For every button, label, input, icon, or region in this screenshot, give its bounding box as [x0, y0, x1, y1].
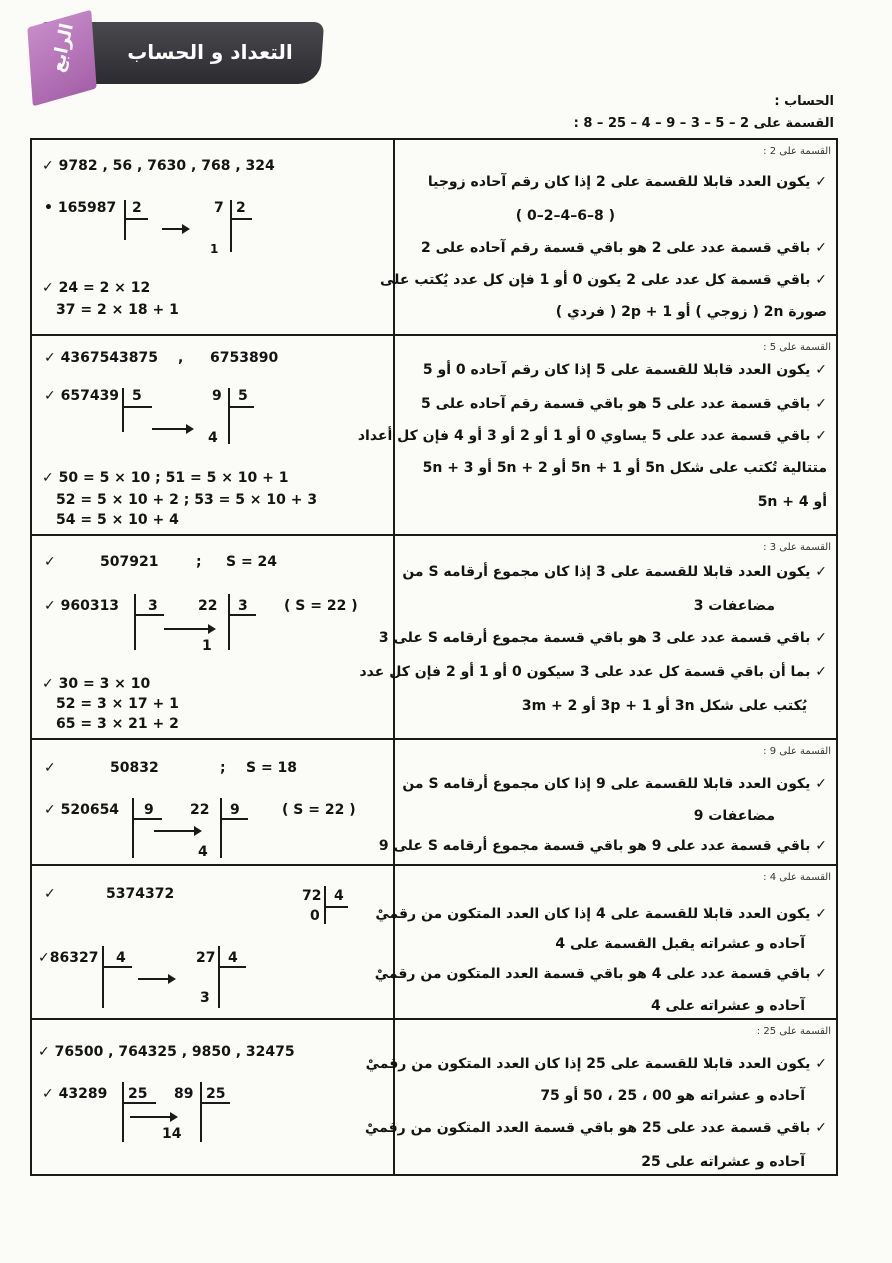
- rule-line: ✓ باقي قسمة عدد على 4 هو باقي قسمة العدد المتكون من رقميْ: [374, 966, 827, 982]
- example-number: 5374372: [106, 886, 175, 902]
- rule-line: ✓ باقي قسمة كل عدد على 2 يكون 0 أو 1 فإن كل عدد يُكتب على: [380, 272, 827, 288]
- example-equation: ✓ 50 = 5 × 10 ; 51 = 5 × 10 + 1: [42, 470, 289, 486]
- remainder: 1: [202, 638, 212, 654]
- divisor: 25: [128, 1086, 148, 1102]
- remainder: 1: [210, 242, 219, 256]
- example-numbers: ✓ 9782 , 56 , 7630 , 768 , 324: [42, 158, 275, 174]
- rule-cell-4: [374, 866, 835, 1018]
- chapter-number: الرابع: [47, 21, 78, 75]
- rule-title: القسمة على 5 :: [763, 342, 831, 353]
- arrow-icon: [164, 628, 214, 630]
- example-number: 50832: [110, 760, 159, 776]
- column-divider: [393, 138, 395, 1176]
- example-cell-9: [34, 740, 390, 864]
- remainder: 4: [208, 430, 218, 446]
- rule-title: القسمة على 2 :: [763, 146, 831, 157]
- divisor: 3: [148, 598, 158, 614]
- rule-cell-25: [364, 1020, 835, 1176]
- example-cell-2: [34, 140, 390, 334]
- rule-line: آحاده و عشراته يقبل القسمة على 4: [555, 936, 805, 952]
- arrow-icon: [130, 1116, 176, 1118]
- example-cell-3: [34, 536, 390, 738]
- rule-cell-3: [359, 536, 835, 738]
- example-equation: 52 = 3 × 17 + 1: [56, 696, 179, 712]
- rule-line: ✓ باقي قسمة عدد على 3 هو باقي قسمة مجموع أرقامه S على 3: [378, 630, 827, 646]
- divisor: 3: [238, 598, 248, 614]
- arrow-icon: [152, 428, 192, 430]
- example-numbers: ✓ 76500 , 764325 , 9850 , 32475: [38, 1044, 295, 1060]
- arrow-icon: [162, 228, 188, 230]
- dividend: 89: [174, 1086, 194, 1102]
- rule-line: ✓ بما أن باقي قسمة كل عدد على 3 سيكون 0 أو 1 أو 2 فإن كل عدد: [359, 664, 827, 680]
- rule-line: ✓ باقي قسمة عدد على 25 هو باقي قسمة العدد المتكون من رقميْ: [364, 1120, 827, 1136]
- example-cell-4: [34, 866, 390, 1018]
- rule-cell-9: [378, 740, 835, 864]
- separator: ;: [220, 760, 226, 776]
- dividend: • 165987: [44, 200, 117, 216]
- example-cell-25: [34, 1020, 390, 1176]
- divisor: 4: [228, 950, 238, 966]
- rule-line: أو 5n + 4: [757, 494, 827, 510]
- dividend: 22: [190, 802, 210, 818]
- rule-line: آحاده و عشراته على 4: [650, 998, 805, 1014]
- remainder: 4: [198, 844, 208, 860]
- check-mark: ✓: [44, 886, 56, 902]
- dividend: 22: [198, 598, 218, 614]
- rule-line: ✓ باقي قسمة عدد على 5 يساوي 0 أو 1 أو 2 أو 3 أو 4 فإن كل أعداد: [357, 428, 827, 444]
- rule-line: صورة 2n ( زوجي ) أو 2p + 1 ( فردي ): [555, 304, 827, 320]
- rule-title: القسمة على 4 :: [763, 872, 831, 883]
- chapter-title: التعداد و الحساب: [127, 40, 293, 64]
- dividend: ✓ 960313: [44, 598, 120, 614]
- rule-line: مضاعفات 9: [693, 808, 775, 824]
- rule-line: ( 8–6–4–2–0 ): [515, 208, 615, 224]
- remainder: 3: [200, 990, 210, 1006]
- divisor: 9: [144, 802, 154, 818]
- example-equation: ✓ 24 = 2 × 12: [42, 280, 151, 296]
- divisor: 5: [238, 388, 248, 404]
- separator: ;: [196, 554, 202, 570]
- separator: ,: [178, 350, 184, 366]
- example-equation: 37 = 2 × 18 + 1: [56, 302, 179, 318]
- digit-sum: ( S = 22 ): [284, 598, 358, 614]
- digit-sum: ( S = 22 ): [282, 802, 356, 818]
- rule-line: يُكتب على شكل 3n أو 3p + 1 أو 3m + 2: [521, 698, 807, 714]
- rule-title: القسمة على 25 :: [756, 1026, 831, 1037]
- example-equation: ✓ 30 = 3 × 10: [42, 676, 151, 692]
- divisor: 9: [230, 802, 240, 818]
- dividend: ✓86327: [38, 950, 99, 966]
- check-mark: ✓: [44, 760, 56, 776]
- example-equation: 52 = 5 × 10 + 2 ; 53 = 5 × 10 + 3: [56, 492, 318, 508]
- rule-line: آحاده و عشراته هو 00 ، 25 ، 50 أو 75: [540, 1088, 805, 1104]
- example-number: 507921: [100, 554, 159, 570]
- example-number: 6753890: [210, 350, 279, 366]
- rule-line: آحاده و عشراته على 25: [641, 1154, 805, 1170]
- divisor: 2: [236, 200, 246, 216]
- arrow-icon: [154, 830, 200, 832]
- rule-line: ✓ باقي قسمة عدد على 2 هو باقي قسمة رقم آحاده على 2: [421, 240, 827, 256]
- dividend: 27: [196, 950, 216, 966]
- dividend: ✓ 43289: [42, 1086, 108, 1102]
- section-subheading: القسمة على 2 – 5 – 3 – 9 – 4 – 25 – 8 :: [573, 116, 834, 131]
- example-number: ✓ 4367543875: [44, 350, 159, 366]
- divisor: 25: [206, 1086, 226, 1102]
- rule-title: القسمة على 3 :: [763, 542, 831, 553]
- rule-line: ✓ يكون العدد قابلا للقسمة على 3 إذا كان مجموع أرقامه S من: [402, 564, 827, 580]
- example-equation: 65 = 3 × 21 + 2: [56, 716, 179, 732]
- rule-line: ✓ باقي قسمة عدد على 5 هو باقي قسمة رقم آحاده على 5: [421, 396, 827, 412]
- rule-line: ✓ يكون العدد قابلا للقسمة على 4 إذا كان العدد المتكون من رقميْ: [375, 906, 827, 922]
- rule-line: مضاعفات 3: [693, 598, 775, 614]
- remainder: 14: [162, 1126, 182, 1142]
- divisor: 5: [132, 388, 142, 404]
- dividend: ✓ 520654: [44, 802, 120, 818]
- check-mark: ✓: [44, 554, 56, 570]
- dividend: 7: [214, 200, 224, 216]
- example-cell-5: [34, 336, 390, 534]
- rule-cell-5: [357, 336, 835, 534]
- rule-line: ✓ يكون العدد قابلا للقسمة على 9 إذا كان مجموع أرقامه S من: [402, 776, 827, 792]
- rule-line: متتالية تُكتب على شكل 5n أو 5n + 1 أو 5n + 2 أو 5n + 3: [422, 460, 827, 476]
- rule-line: ✓ يكون العدد قابلا للقسمة على 5 إذا كان رقم آحاده 0 أو 5: [422, 362, 827, 378]
- rule-line: ✓ يكون العدد قابلا للقسمة على 2 إذا كان رقم آحاده زوجيا: [427, 174, 827, 190]
- digit-sum: S = 24: [226, 554, 278, 570]
- dividend: ✓ 657439: [44, 388, 120, 404]
- rule-title: القسمة على 9 :: [763, 746, 831, 757]
- rule-line: ✓ باقي قسمة عدد على 9 هو باقي قسمة مجموع أرقامه S على 9: [378, 838, 827, 854]
- digit-sum: S = 18: [246, 760, 298, 776]
- divisor: 4: [116, 950, 126, 966]
- rule-line: ✓ يكون العدد قابلا للقسمة على 25 إذا كان العدد المتكون من رقميْ: [365, 1056, 827, 1072]
- dividend: 72: [302, 888, 322, 904]
- arrow-icon: [138, 978, 174, 980]
- dividend: 9: [212, 388, 222, 404]
- section-heading: الحساب :: [774, 94, 834, 109]
- rule-cell-2: [380, 140, 835, 334]
- divisor: 2: [132, 200, 142, 216]
- example-equation: 54 = 5 × 10 + 4: [56, 512, 179, 528]
- remainder: 0: [310, 908, 320, 924]
- divisor: 4: [334, 888, 344, 904]
